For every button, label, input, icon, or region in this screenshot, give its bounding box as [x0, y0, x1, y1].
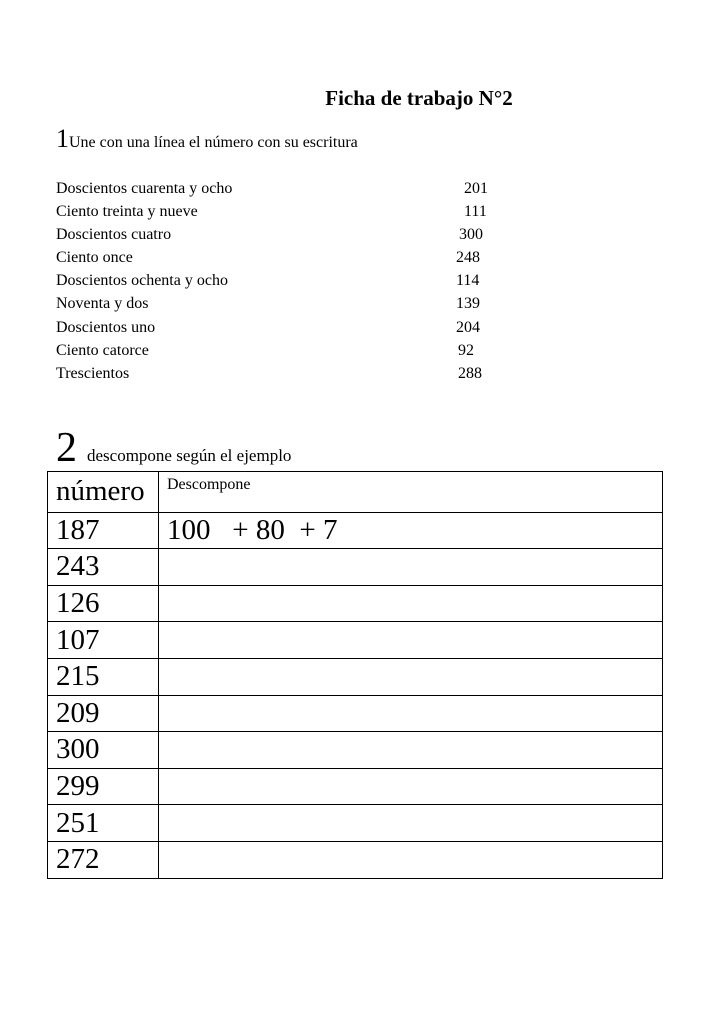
number-word: Doscientos cuarenta y ocho [56, 180, 233, 197]
table-row [48, 768, 663, 805]
row-number: 107 [48, 622, 159, 659]
row-decomposition[interactable] [159, 768, 663, 805]
row-number: 300 [48, 732, 159, 769]
row-number: 272 [48, 841, 159, 878]
number-word: Ciento once [56, 249, 133, 267]
page-title: Ficha de trabajo N°2 [325, 86, 513, 110]
matching-row [56, 177, 516, 200]
matching-row [56, 292, 516, 315]
row-number: 251 [48, 805, 159, 842]
number-word: Noventa y dos [56, 295, 149, 313]
table-row [48, 841, 663, 878]
number-word: Doscientos ochenta y ocho [56, 272, 228, 290]
decomposition-table [47, 471, 663, 879]
number-value: 288 [458, 364, 482, 382]
number-word: Ciento catorce [56, 341, 149, 359]
row-number: 299 [48, 768, 159, 805]
row-decomposition[interactable] [159, 549, 663, 586]
number-value: 139 [456, 295, 480, 313]
table-row [48, 695, 663, 732]
matching-row [56, 269, 516, 292]
number-word: Ciento treinta y nueve [56, 203, 198, 221]
table-row [48, 622, 663, 659]
table-row [48, 549, 663, 586]
matching-row [56, 339, 516, 362]
row-number: 187 [48, 512, 159, 549]
number-value: 92 [458, 341, 474, 359]
matching-row [56, 316, 516, 339]
row-decomposition[interactable] [159, 805, 663, 842]
table-header-row [48, 472, 663, 513]
row-decomposition[interactable] [159, 695, 663, 732]
row-decomposition[interactable] [159, 658, 663, 695]
number-value: 248 [456, 249, 480, 267]
section-1-number: 1 [56, 124, 69, 153]
matching-row [56, 246, 516, 269]
section-1-heading [56, 124, 358, 154]
header-decompose: Descompone [159, 472, 663, 513]
row-decomposition[interactable]: 100 + 80 + 7 [159, 512, 663, 549]
matching-row [56, 200, 516, 223]
row-number: 243 [48, 549, 159, 586]
number-value: 300 [459, 226, 483, 244]
matching-row [56, 362, 516, 385]
row-decomposition[interactable] [159, 585, 663, 622]
row-decomposition[interactable] [159, 732, 663, 769]
row-number: 126 [48, 585, 159, 622]
number-value: 114 [456, 272, 480, 290]
number-word: Trescientos [56, 364, 130, 382]
number-value: 201 [464, 180, 488, 197]
table-row [48, 512, 663, 549]
section-2-instruction: descompone según el ejemplo [87, 446, 292, 465]
number-word: Doscientos uno [56, 318, 156, 336]
number-word: Doscientos cuatro [56, 226, 172, 244]
number-value: 204 [456, 318, 480, 336]
row-number: 209 [48, 695, 159, 732]
section-1-instruction: Une con una línea el número con su escritura [69, 134, 358, 151]
number-value: 111 [464, 203, 487, 221]
table-row [48, 585, 663, 622]
matching-list [56, 177, 516, 385]
table-row [48, 658, 663, 695]
table-row [48, 805, 663, 842]
row-decomposition[interactable] [159, 841, 663, 878]
section-2-number: 2 [56, 425, 77, 471]
row-number: 215 [48, 658, 159, 695]
table-row [48, 732, 663, 769]
section-2-heading [56, 424, 291, 472]
row-decomposition[interactable] [159, 622, 663, 659]
matching-row [56, 223, 516, 246]
header-number: número [48, 472, 159, 513]
